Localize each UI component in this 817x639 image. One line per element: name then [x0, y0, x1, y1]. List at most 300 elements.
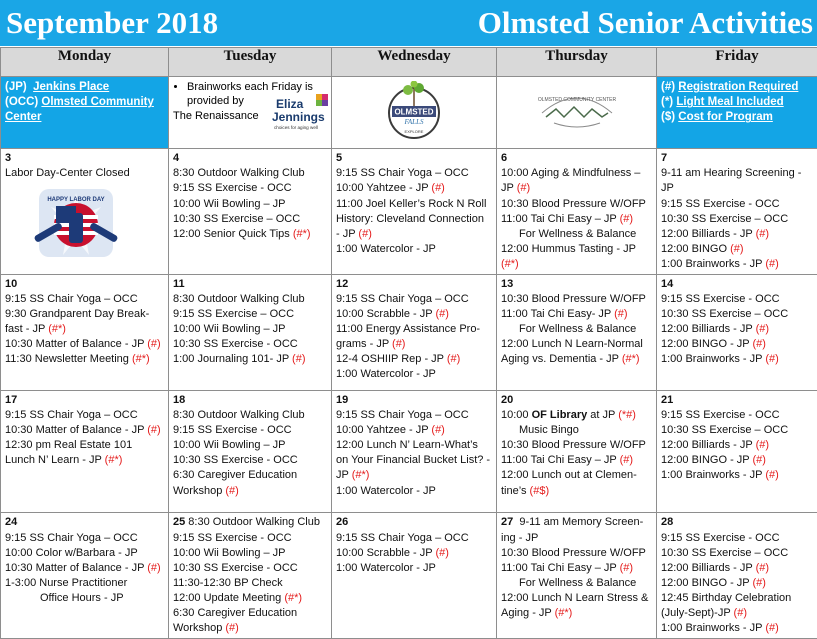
event-text: tine’s [501, 484, 530, 497]
event-code: (#) [765, 622, 779, 635]
event-code: (#) [755, 439, 770, 452]
event-text: 12:00 BINGO - JP [661, 337, 753, 350]
event-text: For Wellness & Balance [519, 576, 637, 589]
event-line [661, 438, 814, 453]
event-text: Aging - JP [501, 607, 555, 619]
event-code: (#) [435, 546, 449, 559]
event-text: 12:00 Billiards - JP [661, 227, 756, 240]
event-code: (#) [752, 576, 766, 589]
day-number: 25 [173, 516, 186, 529]
event-line [5, 322, 165, 337]
event-text: Lunch N’ Learn - JP [5, 454, 105, 467]
event-code: (#) [147, 337, 161, 350]
day-cell-6 [497, 149, 657, 274]
event-text: 12:00 Senior Quick Tips [173, 227, 293, 240]
event-code: (#) [755, 322, 770, 335]
event-text: fast - JP [5, 322, 49, 335]
event-line [173, 561, 328, 576]
event-text: (July-Sept)-JP [661, 607, 734, 619]
event-code: (#) [619, 454, 634, 467]
event-text: 10:30 SS Exercise – OCC [661, 424, 789, 437]
event-text: 8:30 Outdoor Walking Club [173, 409, 305, 422]
event-text: Workshop [173, 484, 226, 497]
event-text: 11:30 Newsletter Meeting [5, 352, 132, 365]
event-text: 12-4 OSHIIP Rep - JP [336, 352, 447, 365]
event-text: 1:00 Watercolor - JP [336, 242, 436, 255]
event-text: 10:30 SS Exercise – OCC [661, 212, 789, 225]
event-text: 9-11 am Hearing Screening - [661, 167, 802, 180]
day-number-line [5, 151, 165, 166]
event-text: 11:00 Tai Chi Easy- JP [501, 307, 615, 320]
event-text: 10:30 Matter of Balance - JP [5, 424, 148, 437]
day-number: 26 [336, 516, 349, 529]
event-text: 1:00 Watercolor - JP [336, 368, 436, 381]
event-text: 10:30 Matter of Balance - JP [5, 337, 148, 350]
event-text: 1-3:00 Nurse Practitioner [5, 576, 128, 589]
event-line [501, 322, 653, 337]
event-line [173, 531, 328, 546]
event-text: 12:00 BINGO - JP [661, 454, 753, 467]
event-line [501, 453, 653, 468]
event-text: 9:15 SS Exercise - OCC [173, 182, 292, 195]
day-cell-12 [332, 274, 497, 390]
day-number: 19 [336, 393, 349, 406]
day-cell-4 [169, 149, 332, 274]
event-text: Office Hours - JP [40, 591, 124, 604]
event-text: 1:00 Brainworks - JP [661, 469, 766, 482]
event-line [173, 227, 328, 242]
event-line [501, 227, 653, 242]
eliza-jennings-logo [272, 94, 330, 138]
legend-cost[interactable]: ($) Cost for Program [661, 111, 773, 124]
event-line [501, 212, 653, 227]
event-text: 12:00 Lunch N’ Learn-What’s [336, 439, 478, 452]
event-line [336, 322, 493, 337]
event-line [173, 606, 328, 621]
olmsted-falls-logo-cell [332, 77, 497, 149]
event-line [336, 197, 493, 212]
event-line [5, 546, 165, 561]
day-cell-5 [332, 149, 497, 274]
event-line [336, 181, 493, 196]
event-text: 1:00 Brainworks - JP [661, 622, 766, 635]
event-text: Aging vs. Dementia - JP [501, 352, 622, 365]
day-number: 4 [173, 152, 180, 165]
event-text: 9:15 SS Chair Yoga – OCC [336, 409, 469, 422]
event-line [661, 621, 814, 636]
svg-text:Eliza: Eliza [276, 97, 304, 112]
community-center-logo-cell [497, 77, 657, 149]
event-line [501, 468, 653, 483]
event-text: 9:15 SS Chair Yoga – OCC [336, 531, 469, 544]
event-line [501, 337, 653, 352]
event-text: 1:00 Brainworks - JP [661, 257, 766, 270]
event-text: grams - JP [336, 337, 393, 350]
event-line [501, 576, 653, 591]
event-text: 9:15 SS Exercise - OCC [661, 292, 780, 305]
event-line [5, 576, 165, 591]
legend-item-jp[interactable]: (JP) Jenkins Place [5, 81, 110, 94]
event-line [336, 367, 493, 382]
event-code: (#) [765, 352, 779, 365]
event-code: (#) [358, 227, 372, 240]
event-line [5, 453, 165, 468]
event-text: 11:00 Tai Chi Easy – JP [501, 561, 620, 574]
event-line [173, 621, 328, 636]
event-line [661, 591, 814, 606]
day-cell-25 [169, 513, 332, 639]
event-line [5, 561, 165, 576]
day-cell-13 [497, 274, 657, 390]
event-text: 12:45 Birthday Celebration [661, 591, 792, 604]
day-number: 6 [501, 152, 508, 165]
event-text: ing - JP [501, 531, 539, 544]
event-text: 10:00 Scrabble - JP [336, 307, 436, 320]
provider-name: The Renaissance [173, 110, 259, 123]
event-code: (#) [765, 469, 779, 482]
event-text: 9:15 SS Exercise - OCC [661, 531, 780, 544]
event-text: 1:00 Journaling 101- JP [173, 352, 293, 365]
day-number: 7 [661, 152, 668, 165]
event-line [661, 181, 814, 196]
day-number-line [661, 277, 814, 292]
event-line [661, 337, 814, 352]
svg-text:EXPLORE: EXPLORE [404, 129, 424, 135]
event-text: 12:00 Lunch N Learn-Normal [501, 337, 643, 350]
event-line [5, 591, 165, 606]
event-code: (#*) [292, 227, 311, 240]
event-line [336, 166, 493, 181]
day-number-line [336, 393, 493, 408]
day-number-line [661, 151, 814, 166]
svg-text:FALLS: FALLS [404, 118, 424, 127]
day-number-line [661, 515, 814, 530]
event-text: 8:30 Outdoor Walking Club [173, 292, 305, 305]
event-code: (#) [292, 352, 306, 365]
svg-text:OLMSTED: OLMSTED [394, 107, 434, 117]
event-text: 9:15 SS Exercise – OCC [173, 307, 295, 320]
day-number-line [501, 151, 653, 166]
event-line [661, 242, 814, 257]
event-line [661, 166, 814, 181]
svg-text:HAPPY LABOR DAY: HAPPY LABOR DAY [47, 197, 105, 204]
event-line [173, 212, 328, 227]
event-line [5, 166, 165, 181]
day-number: 10 [5, 277, 18, 290]
event-code: (#) [147, 561, 161, 574]
event-code: (#) [614, 307, 628, 320]
event-line [5, 292, 165, 307]
event-text: 10:30 SS Exercise - OCC [173, 561, 298, 574]
event-text: JP [336, 469, 352, 482]
event-text: 10:00 Yahtzee - JP [336, 182, 432, 195]
event-line [5, 408, 165, 423]
event-line [661, 546, 814, 561]
event-line [5, 531, 165, 546]
day-header-friday: Friday [657, 48, 817, 77]
day-number-line [173, 151, 328, 166]
day-number: 5 [336, 152, 343, 165]
day-header-thursday: Thursday [497, 48, 657, 77]
event-text: 12:00 Hummus Tasting - JP [501, 242, 636, 255]
day-number: 14 [661, 277, 674, 290]
day-number-line [5, 393, 165, 408]
event-line [173, 576, 328, 591]
event-line [336, 423, 493, 438]
event-line [336, 546, 493, 561]
event-line [336, 337, 493, 352]
event-text: 9:15 SS Chair Yoga – OCC [5, 409, 138, 422]
event-line [173, 197, 328, 212]
event-code: (#) [225, 622, 239, 635]
day-cell-14 [657, 274, 817, 390]
event-text: on Your Financial Bucket List? - [336, 454, 491, 467]
event-line [336, 212, 493, 227]
day-number: 3 [5, 152, 12, 165]
day-cell-3 [1, 149, 169, 274]
event-line [336, 242, 493, 257]
day-number-line [173, 515, 328, 530]
legend-light-meal[interactable]: (*) Light Meal Included [661, 96, 784, 109]
day-number: 18 [173, 393, 186, 406]
event-line [661, 423, 814, 438]
brainworks-note [169, 77, 332, 149]
event-text: 1:00 Watercolor - JP [336, 561, 436, 574]
day-number: 24 [5, 516, 18, 529]
calendar-grid [0, 47, 817, 639]
event-text: 12:00 BINGO - JP [661, 576, 753, 589]
svg-text:OLMSTED COMMUNITY CENTER: OLMSTED COMMUNITY CENTER [537, 97, 616, 104]
day-cell-11 [169, 274, 332, 390]
event-line [501, 546, 653, 561]
legend-item-occ[interactable]: (OCC) Olmsted Community Center [5, 96, 154, 124]
event-highlight: OF Library [531, 409, 588, 422]
event-line [661, 531, 814, 546]
day-number-line [501, 515, 653, 530]
labor-day-image [29, 185, 123, 261]
event-code: (#) [431, 182, 445, 195]
day-cell-21 [657, 390, 817, 513]
event-code: (#*) [131, 352, 150, 365]
event-text: 9:15 SS Exercise - OCC [661, 197, 780, 210]
event-text: For Wellness & Balance [519, 227, 637, 240]
event-text: 10:30 SS Exercise – OCC [661, 307, 789, 320]
event-text: 11:30-12:30 BP Check [173, 576, 283, 589]
event-code: (#) [733, 607, 747, 619]
event-code: (#*) [284, 591, 303, 604]
event-text: 9:15 SS Chair Yoga – OCC [5, 531, 138, 544]
event-text: 10:00 Yahtzee - JP [336, 424, 432, 437]
event-code: (#) [446, 352, 461, 365]
event-text: 10:00 Aging & Mindfulness – [501, 167, 644, 180]
olmsted-falls-logo [384, 81, 444, 141]
location-legend [1, 77, 169, 149]
event-line [501, 292, 653, 307]
day-number-line [501, 277, 653, 292]
event-line [661, 606, 814, 621]
event-code: (#) [516, 182, 531, 195]
event-line [661, 468, 814, 483]
event-text: 9:15 SS Chair Yoga – OCC [336, 292, 469, 305]
event-code: (#) [730, 242, 744, 255]
event-text: 9:15 SS Chair Yoga – OCC [5, 292, 138, 305]
event-line [501, 242, 653, 257]
event-text: - JP [336, 227, 359, 240]
event-text: at JP [587, 409, 619, 422]
event-code: (#$) [529, 484, 550, 497]
event-line [173, 438, 328, 453]
day-cell-26 [332, 513, 497, 639]
event-line [336, 408, 493, 423]
day-number-line [336, 151, 493, 166]
event-line [661, 576, 814, 591]
day-cell-18 [169, 390, 332, 513]
event-text: 9:15 SS Chair Yoga – OCC [336, 167, 469, 180]
event-line [661, 307, 814, 322]
event-line [173, 546, 328, 561]
event-line [336, 352, 493, 367]
legend-registration[interactable]: (#) Registration Required [661, 81, 799, 94]
day-number: 11 [173, 277, 185, 290]
event-line [661, 352, 814, 367]
event-code: (#*) [104, 454, 123, 467]
event-line [336, 531, 493, 546]
event-line [501, 484, 653, 499]
event-line [173, 352, 328, 367]
day-number-line [336, 277, 493, 292]
event-line [173, 408, 328, 423]
event-code: (#*) [621, 352, 640, 365]
day-number: 20 [501, 393, 514, 406]
event-text: 12:30 pm Real Estate 101 [5, 439, 133, 452]
event-line [501, 423, 653, 438]
event-line [173, 307, 328, 322]
event-code: (#) [225, 484, 239, 497]
event-line [661, 561, 814, 576]
event-code: (#*) [351, 469, 370, 482]
event-line [173, 423, 328, 438]
day-number: 17 [5, 393, 18, 406]
event-line [5, 438, 165, 453]
event-text: 10:30 Blood Pressure W/OFP [501, 292, 646, 305]
event-line [173, 484, 328, 499]
event-text: Music Bingo [519, 424, 579, 437]
event-line [5, 337, 165, 352]
event-text: 6:30 Caregiver Education [173, 469, 298, 482]
event-text: 9:15 SS Exercise - OCC [173, 531, 292, 544]
event-line [661, 197, 814, 212]
event-text: 10:00 Scrabble - JP [336, 546, 436, 559]
event-line [173, 322, 328, 337]
event-text: 10:00 Wii Bowling – JP [173, 439, 286, 452]
event-text: 12:00 Update Meeting [173, 591, 285, 604]
day-number: 27 [501, 516, 514, 529]
symbol-legend [657, 77, 817, 149]
event-line [501, 307, 653, 322]
month-title: September 2018 [6, 5, 219, 40]
event-text: 9:30 Grandparent Day Break- [5, 307, 150, 320]
day-number-line [336, 515, 493, 530]
event-code: (#) [755, 561, 770, 574]
day-number: 28 [661, 516, 674, 529]
event-text: 12:00 Billiards - JP [661, 322, 756, 335]
event-text: 10:30 SS Exercise – OCC [173, 212, 301, 225]
event-line [501, 181, 653, 196]
event-text: 12:00 BINGO [661, 242, 731, 255]
event-text: 10:30 Matter of Balance - JP [5, 561, 148, 574]
event-line [501, 352, 653, 367]
event-text: 10:30 Blood Pressure W/OFP [501, 439, 646, 452]
event-code: (#) [752, 454, 766, 467]
day-number-line [173, 277, 328, 292]
event-text: 10:30 Blood Pressure W/OFP [501, 546, 646, 559]
day-number: 13 [501, 277, 514, 290]
event-code: (#*) [554, 607, 573, 619]
event-line [336, 227, 493, 242]
day-cell-7 [657, 149, 817, 274]
event-line [661, 322, 814, 337]
event-code: (#) [752, 337, 766, 350]
event-text: 12:00 Lunch out at Clemen- [501, 469, 637, 482]
event-code: (#) [431, 424, 445, 437]
event-line [173, 453, 328, 468]
event-code: (#*) [501, 257, 519, 270]
event-code: (#) [755, 227, 770, 240]
day-number-line [661, 393, 814, 408]
day-cell-20 [497, 390, 657, 513]
day-number-line [173, 393, 328, 408]
event-line [501, 561, 653, 576]
event-line [5, 423, 165, 438]
event-text: 10:00 Wii Bowling – JP [173, 322, 286, 335]
day-number: 12 [336, 277, 349, 290]
event-text: Labor Day-Center Closed [5, 167, 130, 180]
day-number: 21 [661, 393, 674, 406]
day-cell-27 [497, 513, 657, 639]
event-text: 10:00 Wii Bowling – JP [173, 546, 286, 559]
event-line [173, 337, 328, 352]
day-cell-28 [657, 513, 817, 639]
event-line [661, 292, 814, 307]
event-text: 8:30 Outdoor Walking Club [173, 167, 305, 180]
day-number-line [5, 515, 165, 530]
day-cell-17 [1, 390, 169, 513]
day-header-monday: Monday [1, 48, 169, 77]
calendar-header [0, 0, 817, 46]
event-line [661, 408, 814, 423]
event-text: 12:00 Lunch N Learn Stress & [501, 591, 649, 604]
event-line [173, 181, 328, 196]
event-text: JP [501, 182, 517, 195]
event-text: For Wellness & Balance [519, 322, 637, 335]
event-line [501, 531, 653, 546]
event-text: 8:30 Outdoor Walking Club [185, 516, 320, 529]
event-code: (#) [765, 257, 779, 270]
event-line [173, 468, 328, 483]
event-line [501, 606, 653, 621]
event-line [336, 561, 493, 576]
event-text: History: Cleveland Connection [336, 212, 484, 225]
event-line [336, 438, 493, 453]
event-line [501, 591, 653, 606]
brainworks-text: Brainworks each Friday is provided by [187, 81, 313, 108]
event-line [661, 212, 814, 227]
event-text: 10:30 SS Exercise – OCC [661, 546, 789, 559]
event-line [336, 292, 493, 307]
svg-text:choices for aging well: choices for aging well [274, 125, 318, 131]
event-line [501, 257, 653, 272]
event-line [336, 307, 493, 322]
